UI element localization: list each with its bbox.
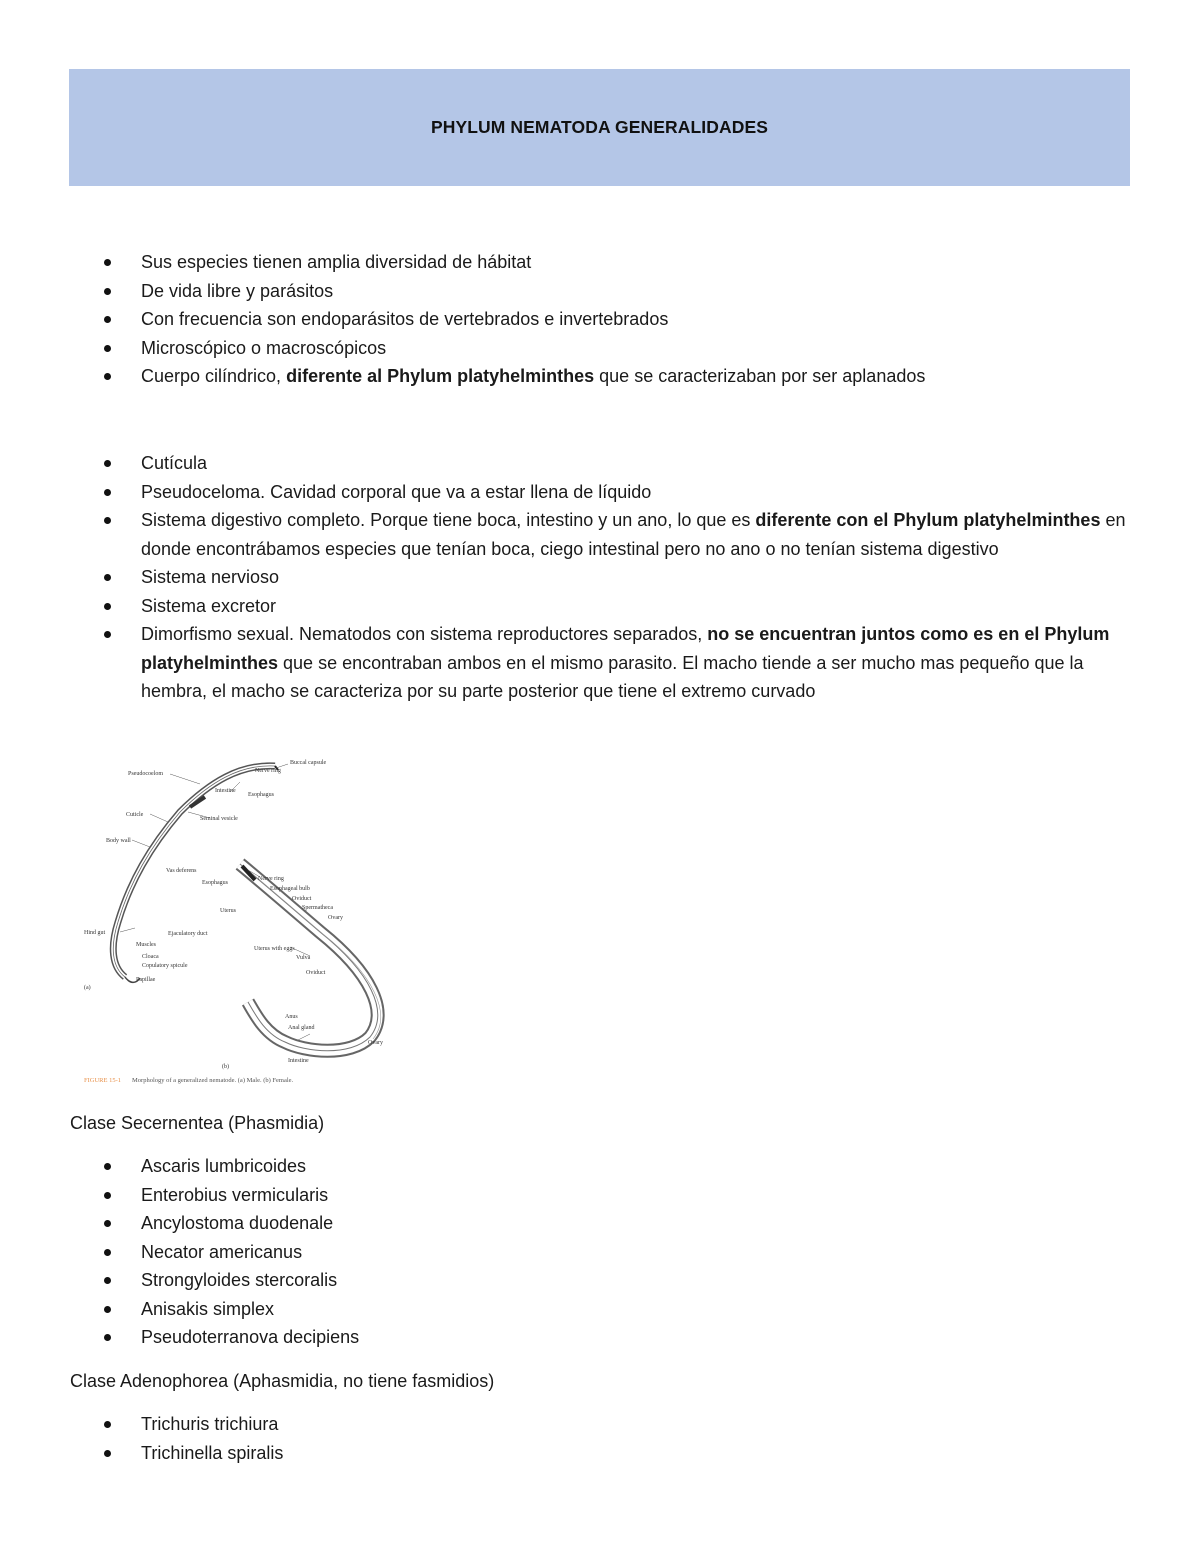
svg-text:Papillae: Papillae (136, 977, 156, 983)
list-item: Pseudoterranova decipiens (0, 1323, 1200, 1352)
male-labels (84, 760, 326, 991)
list-item: Strongyloides stercoralis (0, 1266, 1200, 1295)
svg-text:Oviduct: Oviduct (306, 970, 326, 976)
list-item: Sistema excretor (0, 592, 1200, 621)
class-adenophorea-heading: Clase Adenophorea (Aphasmidia, no tiene fasmidios) (70, 1371, 495, 1391)
figure-caption: Morphology of a generalized nematode. (a) Male. (b) Female. (132, 1077, 294, 1084)
svg-text:Spermatheca: Spermatheca (302, 905, 333, 911)
svg-text:Nerve ring: Nerve ring (258, 876, 284, 882)
svg-text:Muscles: Muscles (136, 942, 156, 948)
title-banner (69, 69, 1130, 186)
svg-text:Ovary: Ovary (328, 915, 343, 921)
svg-text:Hind gut: Hind gut (84, 930, 106, 936)
svg-text:Cloaca: Cloaca (142, 954, 159, 960)
list-item: Enterobius vermicularis (0, 1181, 1200, 1210)
list-item: Pseudoceloma. Cavidad corporal que va a estar llena de líquido (0, 478, 1200, 507)
nematode-morphology-figure (70, 752, 400, 1090)
svg-text:Anal gland: Anal gland (288, 1025, 315, 1031)
svg-text:(a): (a) (84, 985, 91, 991)
page-title: PHYLUM NEMATODA GENERALIDADES (430, 117, 769, 137)
svg-text:Esophagus: Esophagus (202, 880, 228, 886)
anatomy-features-list (0, 449, 1200, 706)
list-item: De vida libre y parásitos (0, 277, 1200, 306)
figure-caption-number: FIGURE 15-1 (84, 1077, 122, 1084)
list-item: Cuerpo cilíndrico, diferente al Phylum platyhelminthes que se caracterizaban por ser aplanados (0, 362, 1200, 391)
list-item: Dimorfismo sexual. Nematodos con sistema reproductores separados, no se encuentran juntos como es en el Phylum platyhelminthes que se encontraban ambos en el mismo parasito. El macho tiende a ser mucho mas pequeño que la hembra, el macho se caracteriza por su parte posterior que tiene el extremo curvado (0, 620, 1200, 706)
svg-text:Intestine: Intestine (215, 788, 236, 794)
list-item: Sistema digestivo completo. Porque tiene boca, intestino y un ano, lo que es diferente con el Phylum platyhelminthes en donde encontrábamos especies que tenían boca, ciego intestinal pero no ano o no tenían sistema digestivo (0, 506, 1200, 563)
adenophorea-species-list (0, 1410, 1200, 1467)
nematode-diagram (70, 752, 400, 1090)
svg-text:Uterus: Uterus (220, 908, 236, 914)
list-item: Microscópico o macroscópicos (0, 334, 1200, 363)
svg-text:Ejaculatory duct: Ejaculatory duct (168, 931, 208, 937)
list-item: Ascaris lumbricoides (0, 1152, 1200, 1181)
svg-text:Vas deferens: Vas deferens (166, 868, 197, 874)
svg-text:Copulatory spicule: Copulatory spicule (142, 963, 188, 969)
list-item: Necator americanus (0, 1238, 1200, 1267)
general-features-list (0, 248, 1200, 391)
list-item: Cutícula (0, 449, 1200, 478)
list-item: Con frecuencia son endoparásitos de vertebrados e invertebrados (0, 305, 1200, 334)
svg-text:Buccal capsule: Buccal capsule (290, 760, 327, 766)
list-item: Trichuris trichiura (0, 1410, 1200, 1439)
svg-text:Cuticle: Cuticle (126, 812, 144, 818)
list-item: Anisakis simplex (0, 1295, 1200, 1324)
secernentea-species-list (0, 1152, 1200, 1352)
svg-text:Oviduct: Oviduct (292, 896, 312, 902)
svg-text:Body wall: Body wall (106, 838, 131, 844)
svg-text:Pseudocoelom: Pseudocoelom (128, 771, 163, 777)
list-item: Ancylostoma duodenale (0, 1209, 1200, 1238)
svg-text:(b): (b) (222, 1064, 229, 1070)
svg-text:Vulva: Vulva (296, 955, 311, 961)
svg-text:Intestine: Intestine (288, 1058, 309, 1064)
svg-text:Esophagus: Esophagus (248, 792, 274, 798)
svg-text:Ovary: Ovary (368, 1040, 383, 1046)
svg-text:Esophageal bulb: Esophageal bulb (270, 886, 310, 892)
svg-text:Seminal vesicle: Seminal vesicle (200, 816, 238, 822)
list-item: Sus especies tienen amplia diversidad de hábitat (0, 248, 1200, 277)
list-item: Trichinella spiralis (0, 1439, 1200, 1468)
svg-text:Anus: Anus (285, 1014, 298, 1020)
svg-text:Uterus with eggs: Uterus with eggs (254, 946, 295, 952)
svg-text:Nerve ring: Nerve ring (255, 768, 281, 774)
female-worm-drawing (240, 864, 381, 1051)
list-item: Sistema nervioso (0, 563, 1200, 592)
class-secernentea-heading: Clase Secernentea (Phasmidia) (70, 1113, 325, 1133)
